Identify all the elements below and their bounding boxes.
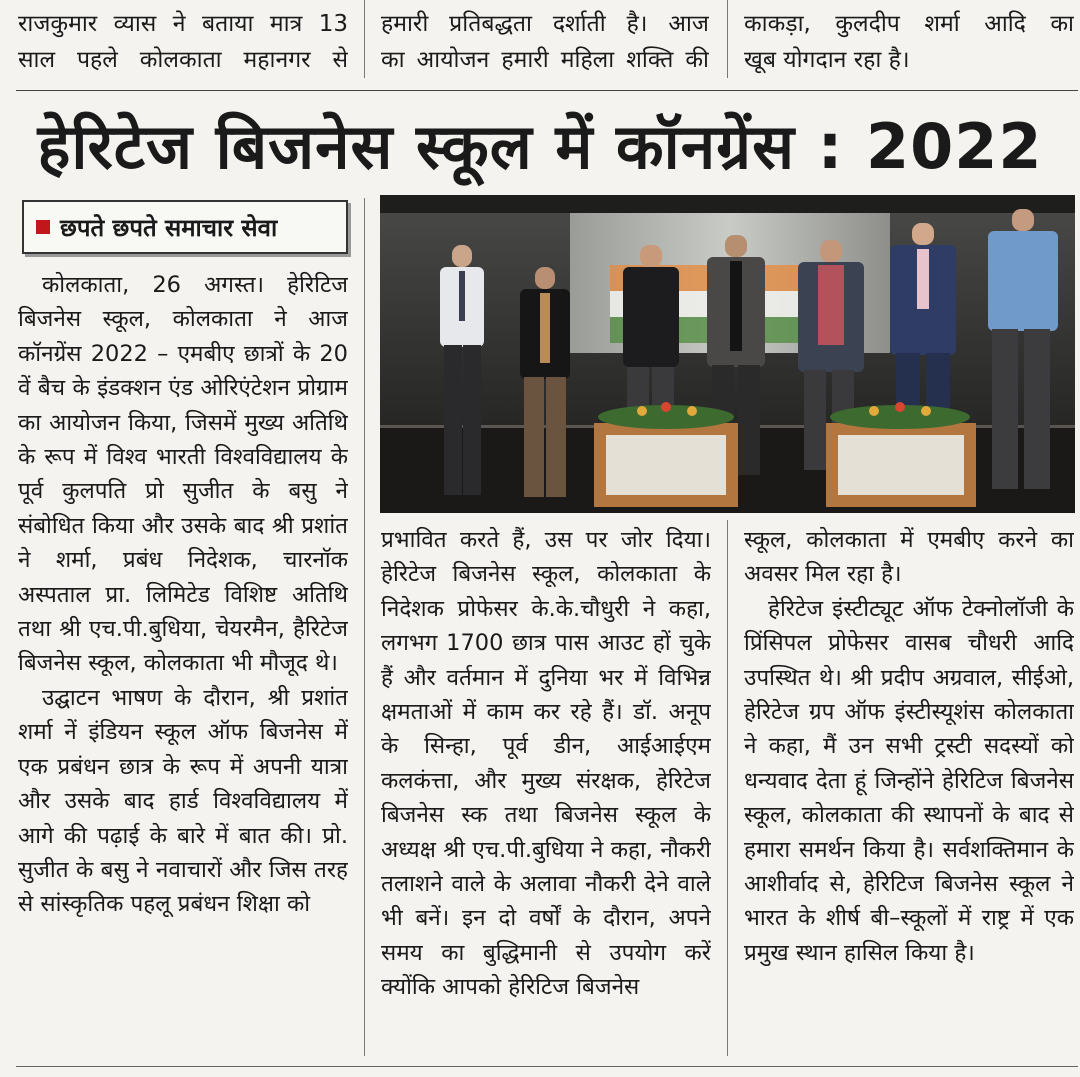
column-divider [364,0,365,78]
column-divider [727,0,728,78]
previous-article-strip [0,0,1080,92]
column-divider [364,198,365,1056]
byline-box [22,200,348,254]
prev-col1-line2: साल पहले कोलकाता महानगर से [18,47,348,73]
article-paragraph: स्कूल, कोलकाता में एमबीए करने का अवसर मिल रहा है। [744,527,1074,588]
article-column-3 [744,523,1074,1058]
article-column-1 [18,268,348,1058]
prev-article-col-1 [18,6,348,84]
headline: हेरिटेज बिजनेस स्कूल में कॉनग्रेंस : 2022 [37,110,1043,183]
prev-col1-line1: राजकुमार व्यास ने बताया मात्र 13 [18,11,348,37]
section-rule [16,90,1078,91]
byline-text: छपते छपते समाचार सेवा [60,213,278,242]
article-column-2 [381,523,711,1058]
prev-col2-line2: का आयोजन हमारी महिला शक्ति की [381,47,709,73]
prev-article-col-3 [744,6,1074,84]
article-paragraph: प्रभावित करते हैं, उस पर जोर दिया। हेरिटेज बिजनेस स्कूल, कोलकाता के निदेशक प्रोफेसर के.के.चौधुरी ने कहा, लगभग 1700 छात्र पास आउट हों चुके हैं और वर्तमान में दुनिया भर में विभिन्न क्षमताओं में काम कर रहे हैं। डॉ. अनूप के सिन्हा, पूर्व डीन, आईआईएम कलकंत्ता, और मुख्य संरक्षक, हेरिटेज बिजनेस स्क तथा बिजनेस स्कूल के अध्यक्ष श्री एच.पी.बुधिया ने कहा, नौकरी तलाशने वाले के अलावा नौकरी देने वाले भी बनें। इन दो वर्षों के दौरान, अपने समय का बुद्धिमानी से उपयोग करें क्योंकि आपको हेरिटिज बिजनेस [381,527,711,1001]
prev-col3-line2: खूब योगदान रहा है। [744,47,910,73]
stage-photo-illustration [380,195,1075,513]
byline-square-icon [36,220,50,234]
prev-col3-line1: काकड़ा, कुलदीप शर्मा आदि का [744,11,1074,37]
event-photo [380,195,1075,513]
prev-col2-line1: हमारी प्रतिबद्धता दर्शाती है। आज [381,11,709,37]
article-paragraph: हेरिटेज इंस्टीट्यूट ऑफ टेक्नोलॉजी के प्रिंसिपल प्रोफेसर वासब चौधरी आदि उपस्थित थे। श्री प्रदीप अग्रवाल, सीईओ, हेरिटेज ग्रप ऑफ इंस्टीस्यूशंस कोलकाता ने कहा, मैं उन सभी ट्रस्टी सदस्यों को धन्यवाद देता हूं जिन्होंने हेरिटिज बिजनेस स्कूल, कोलकाता की स्थापनों के बाद से हमारा समर्थन किया है। सर्वशक्तिमान के आशीर्वाद से, हेरिटिज बिजनेस स्कूल ने भारत के शीर्ष बी–स्कूलों में राष्ट्र में एक प्रमुख स्थान हासिल किया है। [744,595,1074,966]
column-divider [727,520,728,1056]
prev-article-col-2 [381,6,709,84]
article-paragraph: कोलकाता, 26 अगस्त। हेरिटिज बिजनेस स्कूल, कोलकाता ने आज कॉनग्रेंस 2022 – एमबीए छात्रों के 20 वें बैच के इंडक्शन एंड ओरिएंटेशन प्रोग्राम का आयोजन किया, जिसमें मुख्य अतिथि के रूप में विश्व भारती विश्वविद्यालय के पूर्व कुलपति प्रो सुजीत के बसु ने संबोधित किया और उसके बाद श्री प्रशांत ने शर्मा, प्रबंध निदेशक, चारनॉक अस्पताल प्रा. लिमिटेड विशिष्ट अतिथि तथा श्री एच.पी.बुधिया, चेयरमैन, हैरिटेज बिजनेस स्कूल, कोलकाता भी मौजूद थे। [18,272,348,677]
article-paragraph: उद्घाटन भाषण के दौरान, श्री प्रशांत शर्मा नें इंडियन स्कूल ऑफ बिजनेस में एक प्रबंधन छात्र के रूप में अपनी यात्रा और उसके बाद हार्ड विश्वविद्यालय में आगे की पढ़ाई के बारे में बात की। प्रो. सुजीत के बसु ने नवाचारों और जिस तरह से सांस्कृतिक पहलू प्रबंधन शिक्षा को [18,684,348,918]
bottom-rule [16,1066,1078,1067]
